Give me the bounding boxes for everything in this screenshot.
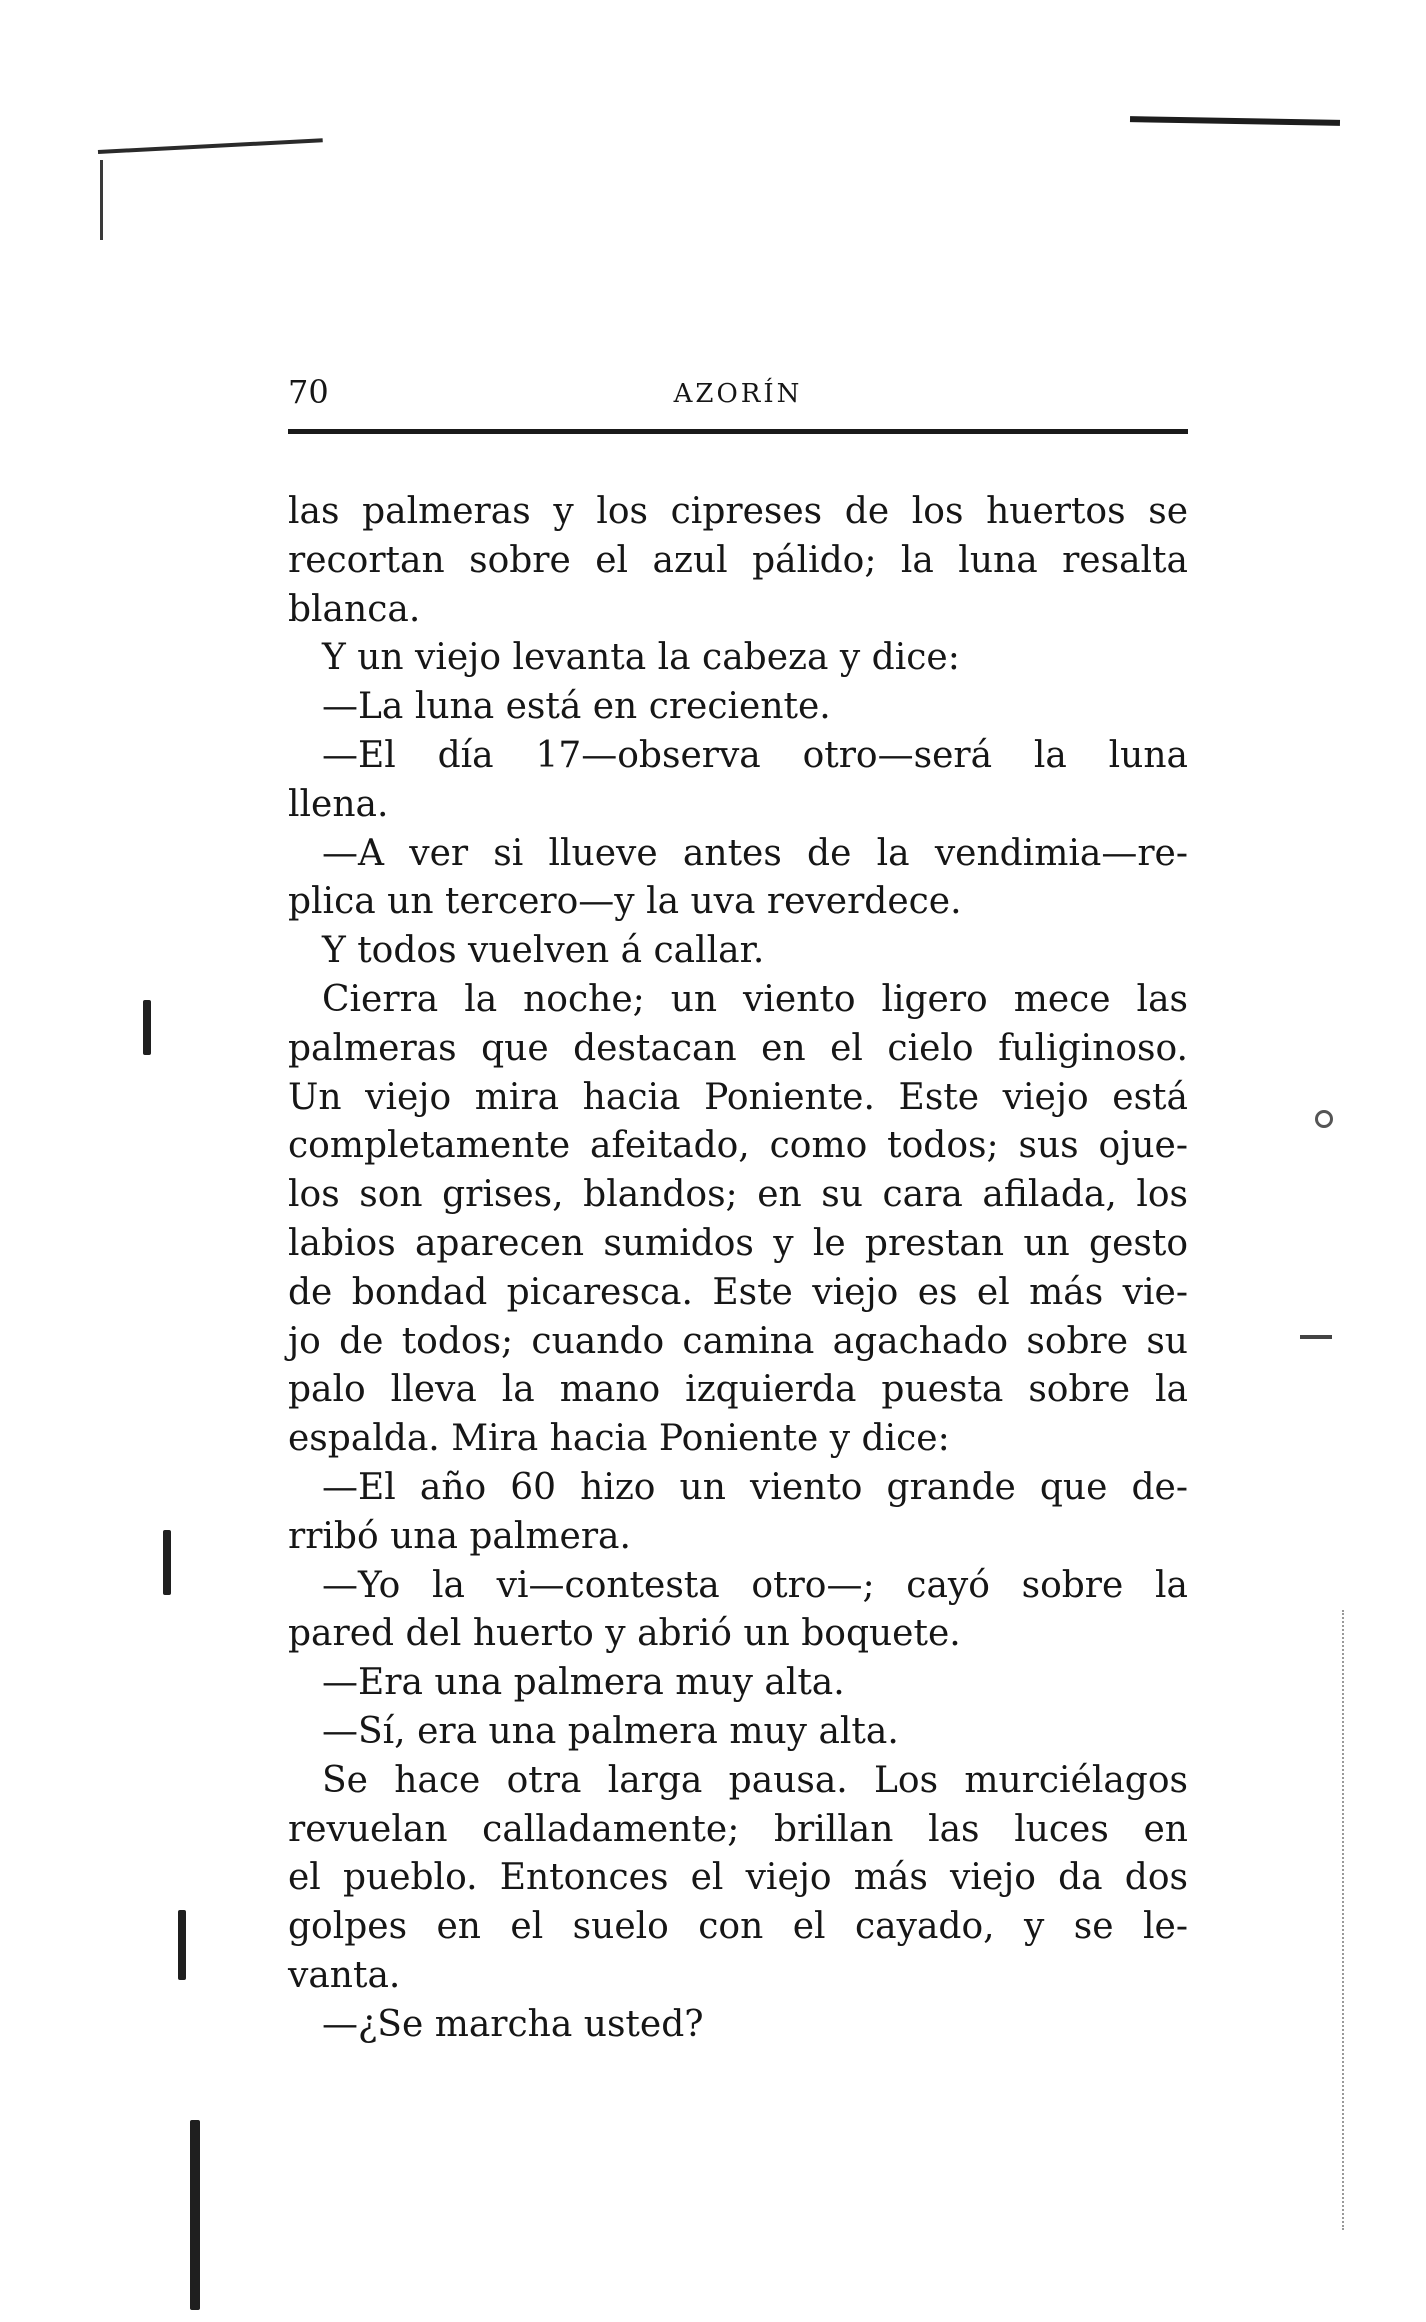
text-line: revuelan calladamente; brillan las luces en xyxy=(288,1808,1188,1850)
text-line: las palmeras y los cipreses de los huertos se xyxy=(288,491,1188,532)
binding-shadow-mark xyxy=(178,1910,186,1980)
text-line: palo lleva la mano izquierda puesta sobre la xyxy=(288,1369,1188,1411)
text-line: Cierra la noche; un viento ligero mece las xyxy=(322,978,1188,1020)
body-text xyxy=(288,488,1188,2050)
text-line: los son grises, blandos; en su cara afilada, los xyxy=(288,1174,1188,1216)
text-line: —Yo la vi—contesta otro—; cayó sobre la xyxy=(322,1564,1188,1606)
text-line: de bondad picaresca. Este viejo es el más vie- xyxy=(288,1271,1188,1313)
text-line: llena. xyxy=(288,783,389,825)
text-line: —Era una palmera muy alta. xyxy=(322,1662,845,1704)
text-line: plica un tercero—y la uva reverdece. xyxy=(288,881,962,923)
text-line: —La luna está en creciente. xyxy=(322,686,831,728)
page-number: 70 xyxy=(288,373,329,411)
text-line: palmeras que destacan en el cielo fuliginoso. xyxy=(288,1027,1188,1069)
scan-speck xyxy=(1300,1335,1332,1339)
header-rule xyxy=(288,429,1188,434)
text-line: —El año 60 hizo un viento grande que de- xyxy=(322,1466,1188,1508)
text-line: blanca. xyxy=(288,588,421,630)
binding-shadow-mark xyxy=(163,1530,171,1595)
text-line: —¿Se marcha usted? xyxy=(322,2003,704,2045)
scan-edge-mark xyxy=(100,160,103,240)
text-line: pared del huerto y abrió un boquete. xyxy=(288,1613,961,1655)
running-title: AZORÍN xyxy=(673,379,803,409)
text-line: vanta. xyxy=(288,1954,401,1996)
text-line: —A ver si llueve antes de la vendimia—re- xyxy=(322,832,1188,874)
text-line: jo de todos; cuando camina agachado sobre su xyxy=(288,1320,1188,1362)
text-line: Se hace otra larga pausa. Los murciélagos xyxy=(322,1759,1188,1801)
scan-edge-mark xyxy=(98,138,323,154)
text-line: —Sí, era una palmera muy alta. xyxy=(322,1710,899,1752)
text-line: completamente afeitado, como todos; sus ojue- xyxy=(288,1125,1188,1167)
text-line: —El día 17—observa otro—será la luna xyxy=(322,734,1188,776)
scan-noise xyxy=(1342,1610,1346,2230)
text-line: labios aparecen sumidos y le prestan un gesto xyxy=(288,1222,1188,1264)
scan-speck xyxy=(1315,1110,1333,1128)
text-line: rribó una palmera. xyxy=(288,1515,631,1557)
page-header xyxy=(288,372,1188,422)
text-line: Un viejo mira hacia Poniente. Este viejo está xyxy=(288,1076,1188,1118)
text-line: recortan sobre el azul pálido; la luna resalta xyxy=(288,539,1188,581)
text-line: Y un viejo levanta la cabeza y dice: xyxy=(322,637,960,679)
binding-shadow-mark xyxy=(143,1000,151,1055)
binding-shadow-mark xyxy=(190,2120,200,2310)
text-line: golpes en el suelo con el cayado, y se le- xyxy=(288,1906,1188,1948)
scan-edge-mark xyxy=(1130,116,1340,126)
text-line: Y todos vuelven á callar. xyxy=(322,930,765,972)
text-line: el pueblo. Entonces el viejo más viejo da dos xyxy=(288,1857,1188,1899)
text-line: espalda. Mira hacia Poniente y dice: xyxy=(288,1418,950,1460)
